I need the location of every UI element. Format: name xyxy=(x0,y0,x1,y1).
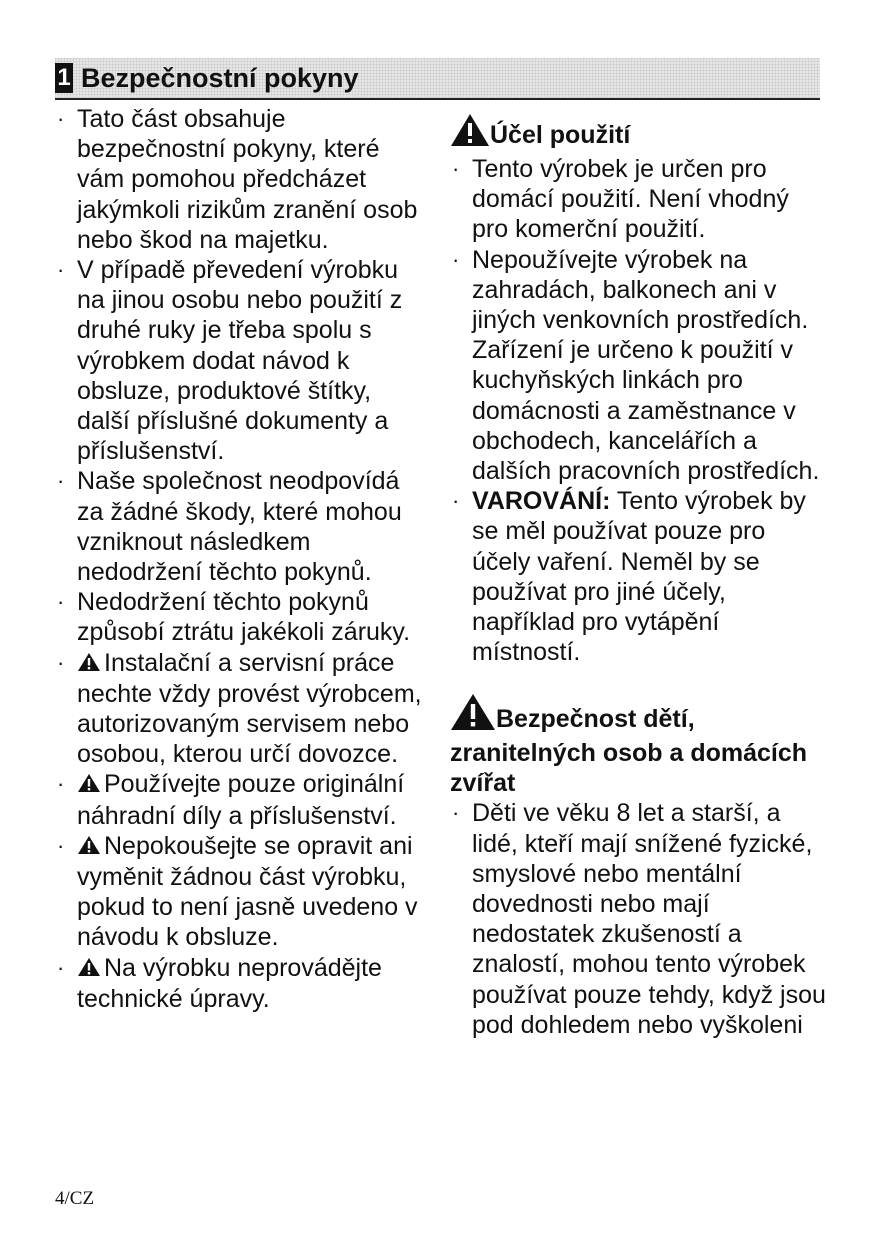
warning-triangle-icon xyxy=(77,954,101,984)
safety-list xyxy=(55,104,430,1014)
warning-triangle-icon xyxy=(77,649,101,679)
warning-triangle-icon xyxy=(77,832,101,862)
list-item: · Tento výrobek je určen pro domácí použití. Není vhodný pro komerční použití. xyxy=(452,155,789,244)
list-item: · Tato část obsahuje bezpečnostní pokyny, které vám pomohou předcházet jakýmkoli rizikům zranění osob nebo škod na majetku. xyxy=(57,105,418,254)
left-column xyxy=(55,104,430,1014)
list-item: · Nedodržení těchto pokynů způsobí ztrátu jakékoli záruky. xyxy=(57,588,411,647)
warning-triangle-icon xyxy=(450,113,490,154)
warning-label: VAROVÁNÍ: xyxy=(472,487,611,516)
warning-triangle-icon xyxy=(77,770,101,800)
list-item: · Na výrobku neprovádějte technické úpravy. xyxy=(57,953,382,1013)
section-header xyxy=(55,58,820,100)
list-item: · Instalační a servisní práce nechte vždy provést výrobcem, autorizovaným servisem nebo osobou, kterou určí dovozce. xyxy=(57,648,422,769)
children-list xyxy=(450,798,830,1040)
section-number: 1 xyxy=(55,63,73,93)
list-item: · Nepokoušejte se opravit ani vyměnit žádnou část výrobku, pokud to není jasně uvedeno v návodu k obsluze. xyxy=(57,831,418,952)
subheading-children: Bezpečnost dětí, zranitelných osob a domácích zvířat xyxy=(450,693,830,798)
warning-triangle-icon xyxy=(450,693,496,738)
section-title: Bezpečnostní pokyny xyxy=(81,63,359,93)
page-number: 4/CZ xyxy=(55,1188,95,1209)
right-column xyxy=(450,113,830,1040)
list-item: · Používejte pouze originální náhradní díly a příslušenství. xyxy=(57,770,405,830)
usage-list xyxy=(450,154,830,667)
subheading-usage: Účel použití xyxy=(450,113,830,154)
list-item: · Naše společnost neodpovídá za žádné škody, které mohou vzniknout následkem nedodržení těchto pokynů. xyxy=(57,467,402,587)
list-item: · VAROVÁNÍ: Tento výrobek by se měl používat pouze pro účely vaření. Neměl by se používat pro jiné účely, například pro vytápění místností. xyxy=(452,487,806,667)
list-item: · V případě převedení výrobku na jinou osobu nebo použití z druhé ruky je třeba spolu s výrobkem dodat návod k obsluze, produktové štítky, další příslušné dokumenty a příslušenství. xyxy=(57,256,403,466)
list-item: · Nepoužívejte výrobek na zahradách, balkonech ani v jiných venkovních prostředích. Zařízení je určeno k použití v kuchyňských linkách pro domácnosti a zaměstnance v obchodech, kancelářích a dalších pracovních prostředích. xyxy=(452,245,820,486)
list-item: · Děti ve věku 8 let a starší, a lidé, kteří mají snížené fyzické, smyslové nebo mentální dovednosti nebo mají nedostatek zkušeností a znalostí, mohou tento výrobek používat pouze tehdy, když jsou pod dohledem nebo vyškoleni xyxy=(452,799,826,1039)
